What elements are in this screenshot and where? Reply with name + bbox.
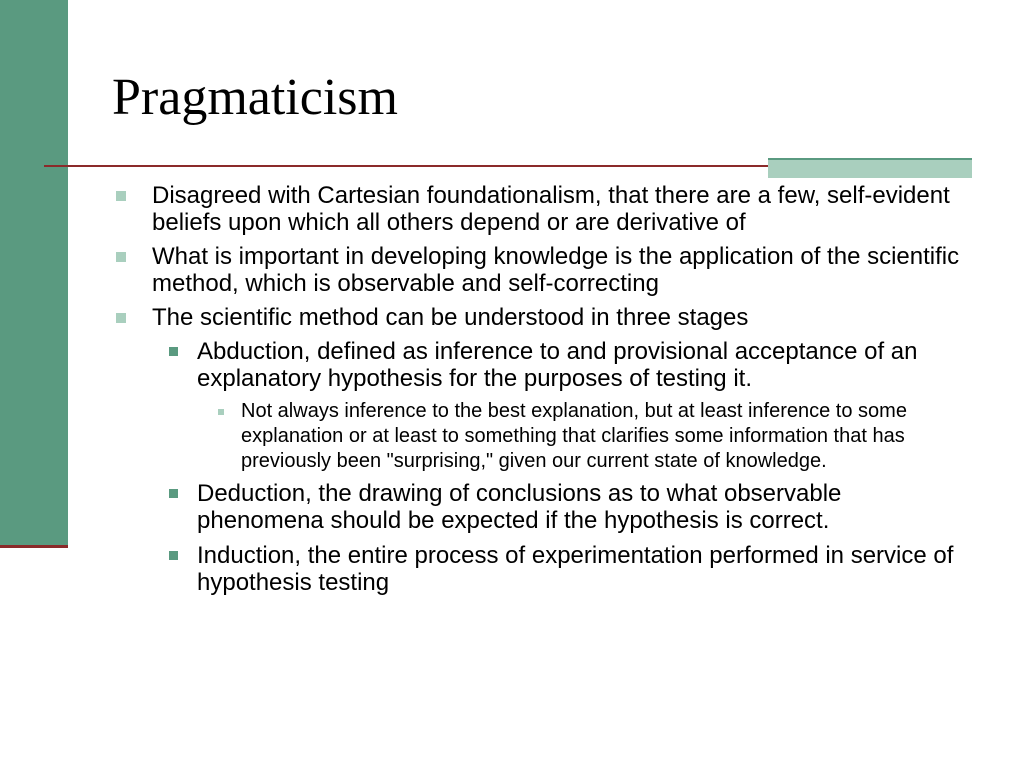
sub-bullet-item bbox=[112, 542, 972, 596]
sub-bullet-item bbox=[112, 480, 972, 534]
sub-bullet-item bbox=[112, 338, 972, 392]
decorative-sidebar-bar bbox=[0, 0, 68, 545]
square-bullet-icon bbox=[218, 409, 224, 415]
sub-sub-bullet-item bbox=[112, 399, 972, 474]
bullet-text: Induction, the entire process of experimentation performed in service of hypothesis testing bbox=[197, 542, 954, 596]
bullet-item bbox=[112, 243, 972, 297]
bullet-item bbox=[112, 304, 972, 331]
square-bullet-icon bbox=[169, 551, 178, 560]
square-bullet-icon bbox=[116, 252, 126, 262]
decorative-sidebar-underline bbox=[0, 545, 68, 548]
bullet-text: The scientific method can be understood in three stages bbox=[152, 304, 749, 331]
slide-title: Pragmaticism bbox=[112, 69, 398, 126]
square-bullet-icon bbox=[116, 191, 126, 201]
bullet-text: Abduction, defined as inference to and provisional acceptance of an explanatory hypothesis for the purposes of testing it. bbox=[197, 338, 918, 392]
bullet-item bbox=[112, 182, 972, 236]
decorative-accent-bar bbox=[768, 158, 972, 178]
bullet-text: What is important in developing knowledge is the application of the scientific method, which is observable and self-correcting bbox=[152, 243, 960, 297]
bullet-text: Deduction, the drawing of conclusions as to what observable phenomena should be expected if the hypothesis is correct. bbox=[197, 480, 842, 534]
square-bullet-icon bbox=[169, 489, 178, 498]
bullet-text: Not always inference to the best explanation, but at least inference to some explanation or at least to something that clarifies some information that has previously been "surprising," given our current state of knowledge. bbox=[241, 400, 907, 472]
square-bullet-icon bbox=[116, 313, 126, 323]
bullet-text: Disagreed with Cartesian foundationalism, that there are a few, self-evident beliefs upon which all others depend or are derivative of bbox=[152, 182, 950, 236]
square-bullet-icon bbox=[169, 347, 178, 356]
slide-content bbox=[112, 182, 972, 604]
